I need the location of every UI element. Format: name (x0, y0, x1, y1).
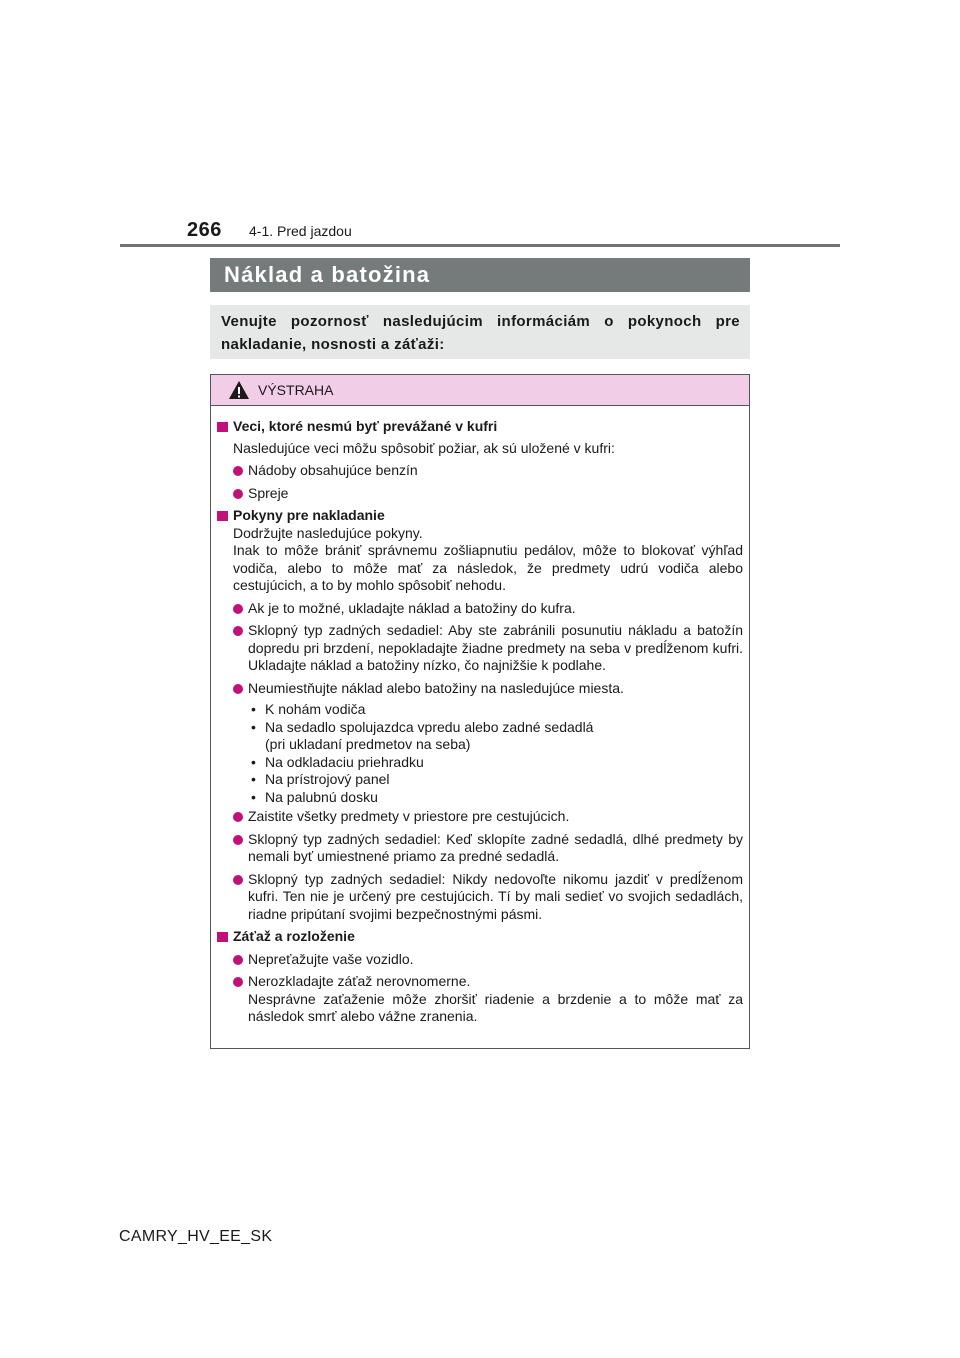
intro-text: Venujte pozornosť nasledujúcim informáciám o pokynoch pre nakladanie, nosnosti a záťaži: (210, 305, 750, 359)
list-item: Neumiestňujte náklad alebo batožiny na nasledujúce miesta. (217, 680, 743, 698)
section-heading: Pokyny pre nakladanie (217, 507, 743, 525)
warning-box (210, 374, 750, 1049)
list-item: Sklopný typ zadných sedadiel: Nikdy nedovoľte nikomu jazdiť v predĺženom kufri. Ten nie je určený pre cestujúcich. Tí by mali sedieť vo svojich sedadlách, riadne pripútaní svojimi bezpečnostnými pásmi. (217, 871, 743, 924)
list-item: Nerozkladajte záťaž nerovnomerne. Nesprávne zaťaženie môže zhoršiť riadenie a brzdenie a to môže mať za následok smrť alebo vážne zranenia. (217, 973, 743, 1026)
warning-header (211, 375, 749, 406)
circle-bullet-icon (233, 626, 243, 636)
document-code: CAMRY_HV_EE_SK (119, 1228, 273, 1245)
circle-bullet-icon (233, 977, 243, 987)
circle-bullet-icon (233, 875, 243, 885)
location-item: • Na prístrojový panel (251, 771, 390, 787)
section-text: Nasledujúce veci môžu spôsobiť požiar, ak sú uložené v kufri: (233, 439, 615, 456)
circle-bullet-icon (233, 684, 243, 694)
page-title: Náklad a batožina (210, 258, 750, 292)
list-item: Ak je to možné, ukladajte náklad a batožiny do kufra. (217, 600, 743, 618)
square-bullet-icon (217, 422, 228, 432)
square-bullet-icon (217, 932, 228, 942)
circle-bullet-icon (233, 955, 243, 965)
header-divider (120, 244, 840, 247)
section-text: Dodržujte nasledujúce pokyny. Inak to môže brániť správnemu zošliapnutiu pedálov, môže to blokovať výhľad vodiča, alebo to môže mať za následok, že predmety udrú vodiča alebo cestujúcich, a to by mohlo spôsobiť nehodu. (233, 524, 743, 593)
list-item: Sklopný typ zadných sedadiel: Keď sklopíte zadné sedadlá, dlhé predmety by nemali byť umiestnené priamo za predné sedadlá. (217, 831, 743, 866)
warning-triangle-icon (228, 380, 250, 400)
list-item: Zaistite všetky predmety v priestore pre cestujúcich. (217, 808, 743, 826)
section-heading: Záťaž a rozloženie (217, 928, 743, 946)
location-item: • K nohám vodiča (251, 701, 366, 717)
location-item: • Na odkladaciu priehradku (251, 753, 424, 770)
list-item: Nepreťažujte vaše vozidlo. (217, 951, 743, 969)
list-item: Nádoby obsahujúce benzín (217, 462, 743, 480)
warning-title: VÝSTRAHA (258, 382, 334, 398)
location-list (217, 701, 743, 806)
location-item: • Na sedadlo spolujazdca vpredu alebo zadné sedadlá (251, 718, 594, 735)
circle-bullet-icon (233, 812, 243, 822)
circle-bullet-icon (233, 835, 243, 845)
circle-bullet-icon (233, 466, 243, 476)
warning-body (211, 406, 749, 1026)
list-item: Spreje (217, 485, 743, 503)
circle-bullet-icon (233, 604, 243, 614)
circle-bullet-icon (233, 489, 243, 499)
square-bullet-icon (217, 511, 228, 521)
location-item: • Na palubnú dosku (251, 788, 378, 805)
list-item: Sklopný typ zadných sedadiel: Aby ste zabránili posunutiu nákladu a batožín dopredu pri brzdení, nepokladajte žiadne predmety na seba v predĺženom kufri. Ukladajte náklad a batožiny nízko, čo najnižšie k podlahe. (217, 622, 743, 675)
section-label: 4-1. Pred jazdou (249, 223, 352, 239)
page-number: 266 (187, 219, 222, 241)
location-note: (pri ukladaní predmetov na seba) (265, 736, 471, 752)
section-heading: Veci, ktoré nesmú byť prevážané v kufri (217, 418, 743, 436)
